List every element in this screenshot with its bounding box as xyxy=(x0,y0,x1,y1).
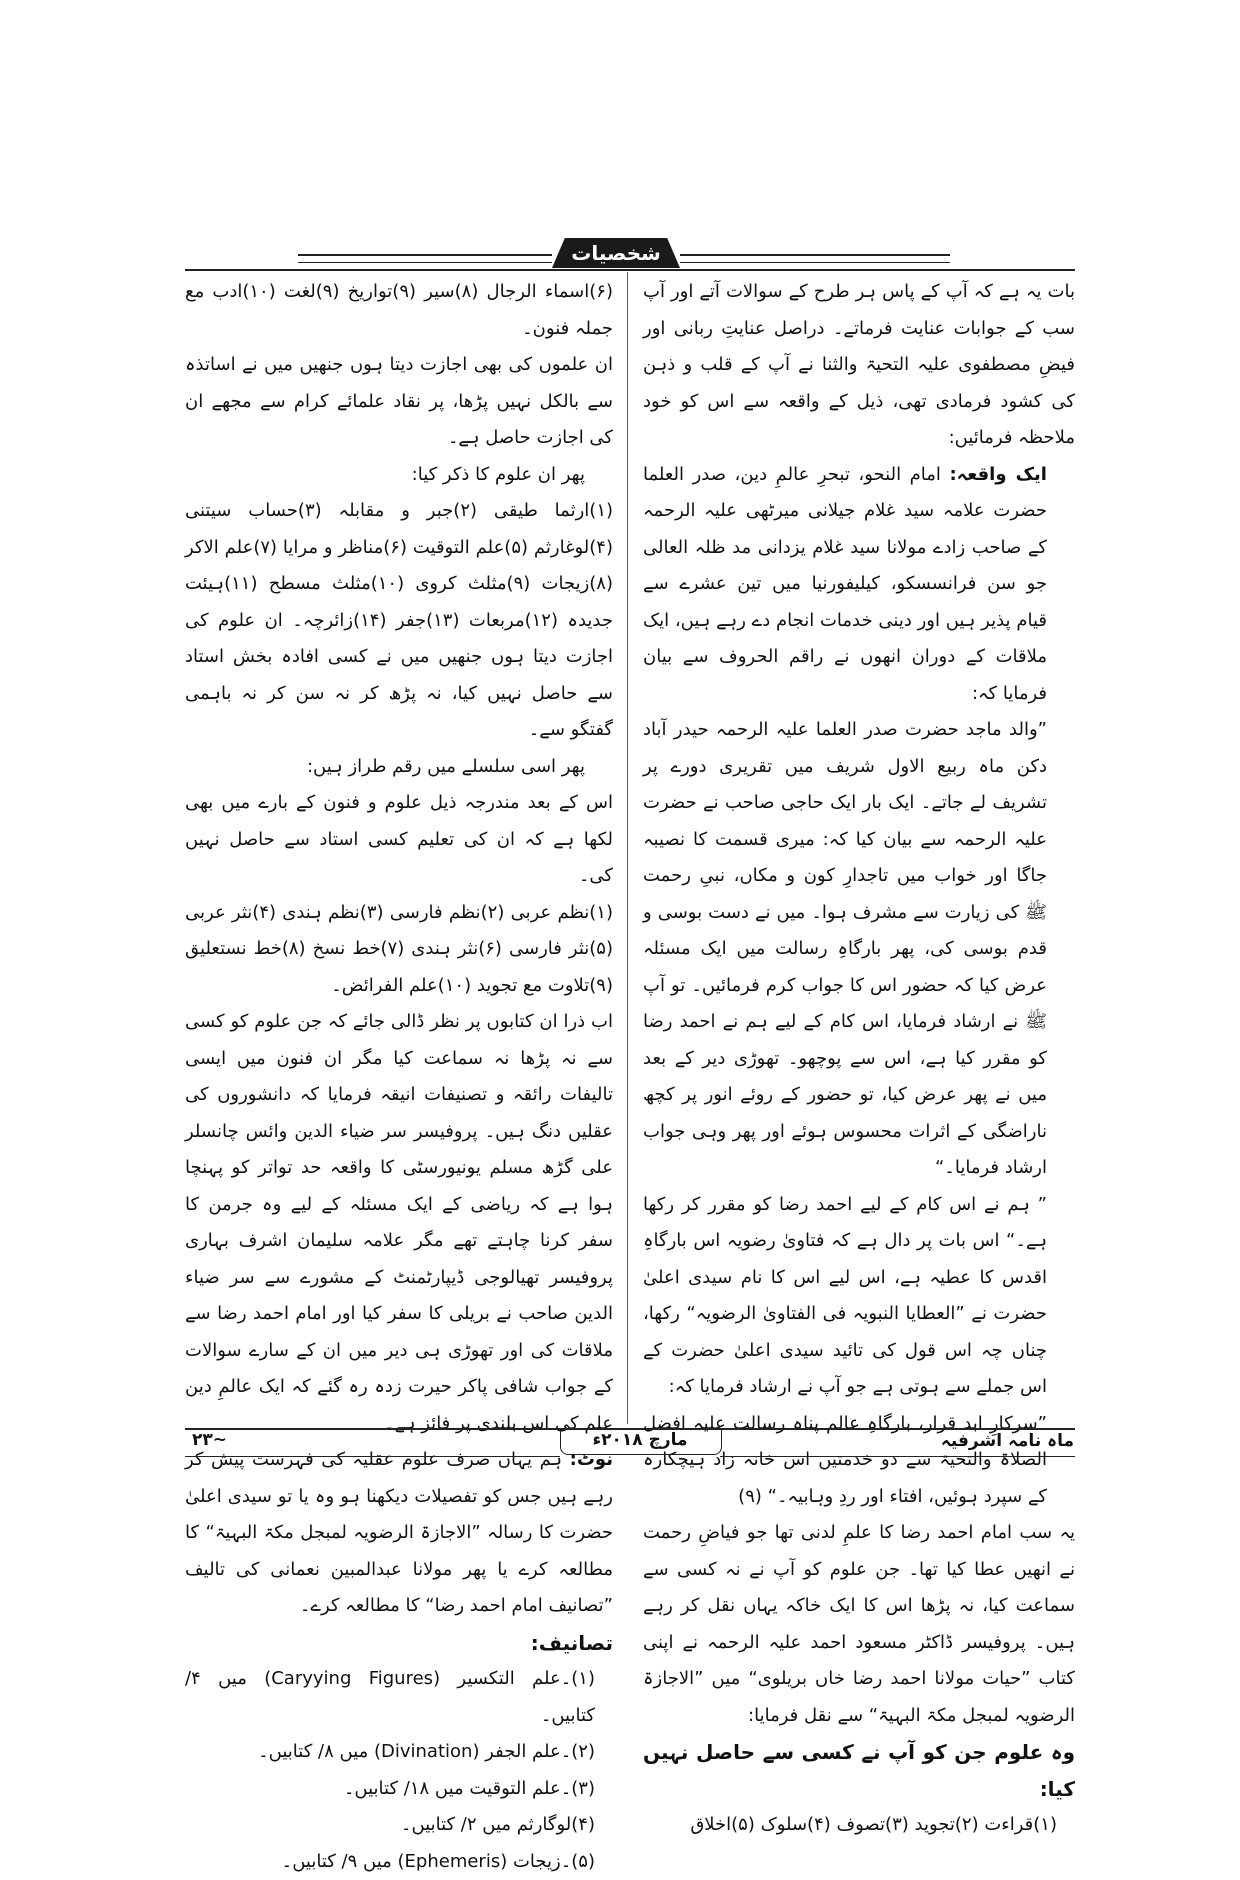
works-item-5: (۵)۔زیجات (Ephemeris) میں ۹/ کتابیں۔ xyxy=(185,1844,613,1880)
footer-date: مارچ ۲۰۱۸ء xyxy=(560,1430,720,1450)
note-label: نوٹ: xyxy=(570,1449,613,1470)
footer-magazine-name: ماہ نامہ اشرفیہ xyxy=(941,1430,1074,1451)
intro-paragraph: بات یہ ہے کہ آپ کے پاس ہر طرح کے سوالات آتے اور آپ سب کے جوابات عنایت فرماتے۔ دراصل عنایتِ ربانی اور فیضِ مصطفوی علیہ التحیۃ والثنا نے آپ کے قلب و ذہن کی کشود فرمادی تھی، ذیل کے واقعہ سے اس کو خود ملاحظہ فرمائیں: xyxy=(643,274,1075,457)
works-item-2: (۲)۔علم الجفر (Divination) میں ۸/ کتابیں۔ xyxy=(185,1734,613,1771)
analysis-paragraph: ” ہم نے اس کام کے لیے احمد رضا کو مقرر کر رکھا ہے۔“ اس بات پر دال ہے کہ فتاویٰ رضویہ اس بارگاہِ اقدس کا عطیہ ہے، اس لیے اس کا نام سیدی اعلیٰ حضرت نے ”العطایا النبویہ فی الفتاویٰ الرضویہ“ رکھا، چناں چہ اس قول کی تائید سیدی اعلیٰ حضرت کے اس جملے سے ہوتی ہے جو آپ نے ارشاد فرمایا کہ: xyxy=(643,1187,1075,1406)
continuation-line: پھر اسی سلسلے میں رقم طراز ہیں: xyxy=(185,749,613,786)
footer-rule-left xyxy=(185,1456,560,1457)
quote-paragraph: ”والد ماجد حضرت صدر العلما علیہ الرحمہ حیدر آباد دکن ماہ ربیع الاول شریف میں تقریری دورے پر تشریف لے جاتے۔ ایک بار ایک حاجی صاحب نے حضرت علیہ الرحمہ سے بیان کیا کہ: میری قسمت کا نصیبہ جاگا اور خواب میں تاجدارِ کون و مکاں، نبیِ رحمت ﷺ کی زیارت سے مشرف ہوا۔ میں نے دست بوسی و قدم بوسی کی، پھر بارگاہِ رسالت میں ایک مسئلہ عرض کیا کہ حضور اس کا جواب کرم فرمائیں۔ تو آپ ﷺ نے ارشاد فرمایا، اس کام کے لیے ہم نے احمد رضا کو مقرر کیا ہے، اس سے پوچھو۔ تھوڑی دیر کے بعد میں نے پھر عرض کیا، تو حضور کے روئے انور پر کچھ ناراضگی کے اثرات محسوس ہوئے اور پھر وہی جواب ارشاد فرمایا۔“ xyxy=(643,712,1075,1187)
header-rule-left-thin xyxy=(298,262,552,263)
quote-services: ”سرکارِ ابد قرار، بارگاہِ عالم پناہ رسالت علیہ افضل الصلاۃ والتحیۃ سے دو خدمتیں اس خانہ زاد ہیچکارہ کے سپرد ہوئیں، افتاء اور ردِ وہابیہ۔“ (۹) xyxy=(643,1406,1075,1516)
unlearned-sciences-list: (۱)قراءت (۲)تجوید (۳)تصوف (۴)سلوک (۵)اخلاق xyxy=(643,1807,1075,1844)
header-rule-left xyxy=(298,254,552,256)
ilm-ladunni-paragraph: یہ سب امام احمد رضا کا علمِ لدنی تھا جو فیاضِ رحمت نے انھیں عطا کیا تھا۔ جن علوم کو آپ نے نہ کسی سے سماعت کیا، نہ پڑھا اس کا ایک خاکہ یہاں نقل کر رہے ہیں۔ پروفیسر ڈاکٹر مسعود احمد علیہ الرحمہ نے اپنی کتاب ”حیات مولانا احمد رضا خاں بریلوی“ میں ”الاجازۃ الرضویہ لمبجل مکۃ البہیۃ“ سے نقل فرمایا: xyxy=(643,1515,1075,1734)
works-item-1: (۱)۔علم التکسیر (Caryying Figures) میں ۴/ کتابیں۔ xyxy=(185,1661,613,1734)
note-paragraph xyxy=(185,1442,613,1625)
note-text: ہم یہاں صرف علوم عقلیہ کی فہرست پیش کر رہے ہیں جس کو تفصیلات دیکھنا ہو وہ یا تو سیدی اعلیٰ حضرت کا رسالہ ”الاجازۃ الرضویہ لمبجل مکۃ البہیۃ“ کا مطالعہ کرے یا پھر مولانا عبدالمبین نعمانی کی تالیف ”تصانیف امام احمد رضا“ کا مطالعہ کرے۔ xyxy=(185,1449,613,1616)
header-rule-right xyxy=(680,254,950,256)
section-title: شخصیات xyxy=(552,238,680,268)
footer-rule-right xyxy=(720,1456,1075,1457)
works-item-3: (۳)۔علم التوقیت میں ۱۸/ کتابیں۔ xyxy=(185,1771,613,1808)
arts-paragraph: اس کے بعد مندرجہ ذیل علوم و فنون کے بارے میں بھی لکھا ہے کہ ان کی تعلیم کسی استاد سے حاصل نہیں کی۔ xyxy=(185,785,613,895)
left-column xyxy=(185,274,613,1880)
books-paragraph: اب ذرا ان کتابوں پر نظر ڈالی جائے کہ جن علوم کو کسی سے نہ پڑھا نہ سماعت کیا مگر ان فنون میں ایسی تالیفات رائقہ و تصنیفات انیقہ فرمایا کہ دانشوروں کی عقلیں دنگ ہیں۔ پروفیسر سر ضیاء الدین وائس چانسلر علی گڑھ مسلم یونیورسٹی کا واقعہ حد تواتر کو پہنچا ہوا ہے کہ ریاضی کے ایک مسئلہ کے لیے وہ جرمن کا سفر کرنا چاہتے تھے مگر علامہ سلیمان اشرف بہاری پروفیسر تھیالوجی ڈیپارٹمنٹ کے مشورے سے سر ضیاء الدین صاحب نے بریلی کا سفر کیا اور امام احمد رضا سے ملاقات کی اور تھوڑی ہی دیر میں ان کے سارے سوالات کے جواب شافی پاکر حیرت زدہ رہ گئے کہ ایک عالمِ دین علم کی اس بلندی پر فائز ہے۔ xyxy=(185,1004,613,1442)
footer-page-number: ~۲۳ xyxy=(192,1430,227,1450)
header-rule-right-thin xyxy=(680,262,950,263)
rational-sciences-list: (۱)ارثما طیقی (۲)جبر و مقابلہ (۳)حساب سیتنی (۴)لوغارثم (۵)علم التوقیت (۶)مناظر و مرایا (۷)علم الاکر (۸)زیجات (۹)مثلث کروی (۱۰)مثلث مسطح (۱۱)ہیئت جدیدہ (۱۲)مربعات (۱۳)جفر (۱۴)زائرچہ۔ ان علوم کی اجازت دیتا ہوں جنھیں میں نے کسی افادہ بخش استاد سے حاصل نہیں کیا، نہ پڑھ کر نہ سن کر نہ باہمی گفتگو سے۔ xyxy=(185,493,613,749)
event-paragraph xyxy=(643,457,1075,713)
works-item-4: (۴)لوگارثم میں ۲/ کتابیں۔ xyxy=(185,1807,613,1844)
column-divider xyxy=(627,272,628,1424)
event-label: ایک واقعہ: xyxy=(949,464,1047,485)
header-rule-bottom xyxy=(185,269,1075,271)
sciences-intro: پھر ان علوم کا ذکر کیا: xyxy=(185,457,613,494)
sciences-list-continued: (۶)اسماء الرجال (۸)سیر (۹)تواریخ (۹)لغت (۱۰)ادب مع جملہ فنون۔ xyxy=(185,274,613,347)
unlearned-sciences-heading: وہ علوم جن کو آپ نے کسی سے حاصل نہیں کیا: xyxy=(643,1734,1075,1807)
permission-paragraph: ان علموں کی بھی اجازت دیتا ہوں جنھیں میں نے اساتذہ سے بالکل نہیں پڑھا، پر نقاد علمائے کرام سے مجھے ان کی اجازت حاصل ہے۔ xyxy=(185,347,613,457)
arts-list: (۱)نظم عربی (۲)نظم فارسی (۳)نظم ہندی (۴)نثر عربی (۵)نثر فارسی (۶)نثر ہندی (۷)خط نسخ (۸)خط نستعلیق (۹)تلاوت مع تجوید (۱۰)علم الفرائض۔ xyxy=(185,895,613,1005)
event-text: امام النحو، تبحرِ عالمِ دین، صدر العلما حضرت علامہ سید غلام جیلانی میرٹھی علیہ الرحمہ کے صاحب زادے مولانا سید غلام یزدانی مد ظلہ العالی جو سن فرانسسکو، کیلیفورنیا میں تین عشرے سے قیام پذیر ہیں اور دینی خدمات انجام دے رہے ہیں، ایک ملاقات کے دوران انھوں نے راقم الحروف سے بیان فرمایا کہ: xyxy=(643,464,1047,704)
works-heading: تصانیف: xyxy=(185,1625,613,1662)
right-column xyxy=(643,274,1075,1844)
